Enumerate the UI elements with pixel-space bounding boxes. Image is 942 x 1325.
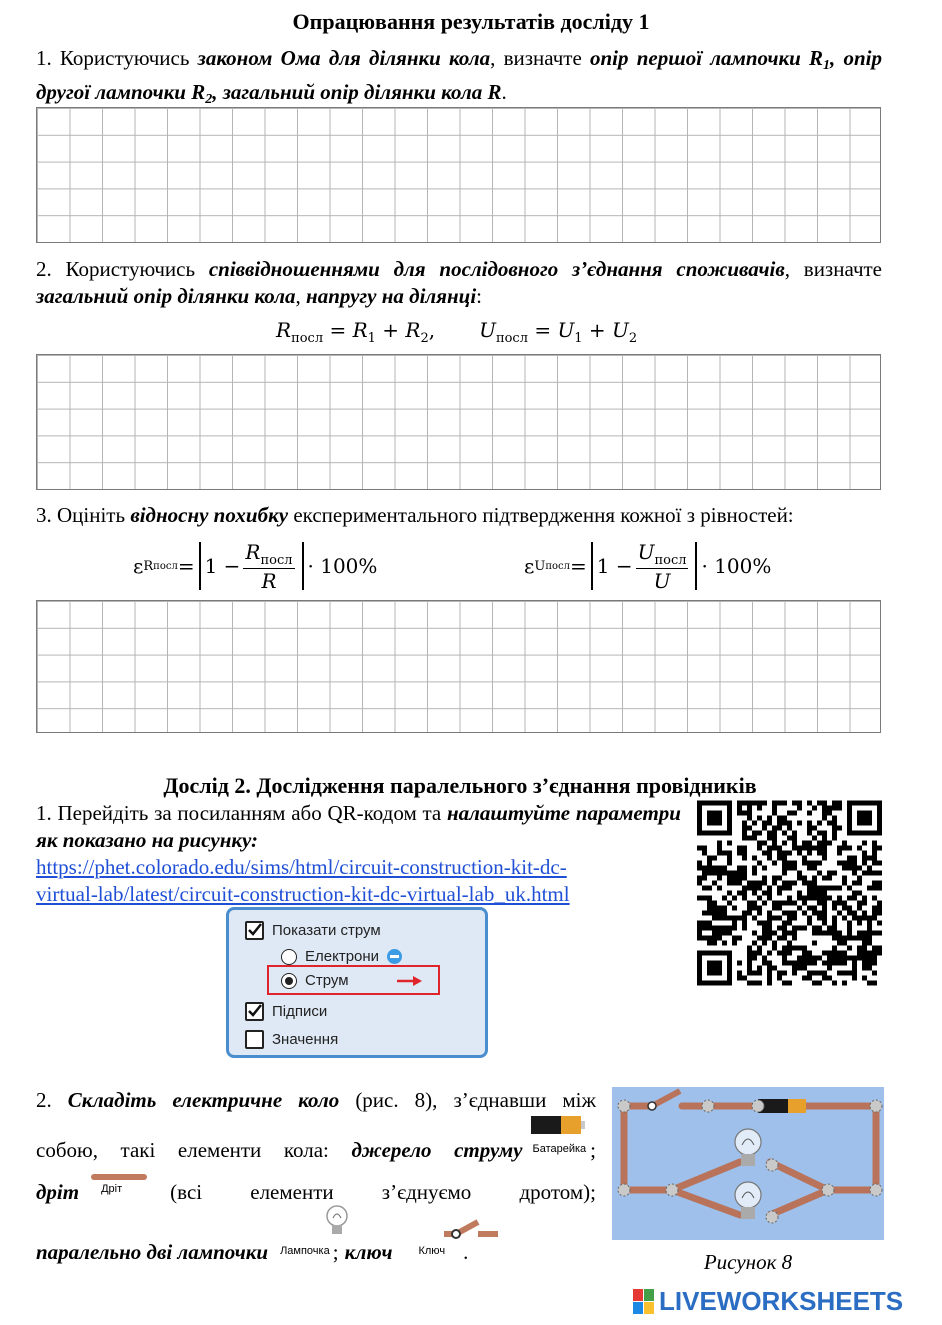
formula-r-sub: посл (291, 331, 324, 346)
section-title-experiment2: Дослід 2. Дослідження паралельного з’єднання провідників (163, 773, 757, 798)
formula-error-r (133, 538, 377, 594)
q1-bold-r: , загальний опір ділянки кола R (212, 80, 502, 104)
formula-series (276, 318, 637, 346)
wire-caption: Дріт (101, 1183, 123, 1195)
eps-r-subsub: посл (153, 560, 178, 572)
phet-link-line1[interactable]: https://phet.colorado.edu/sims/html/circuit-construction-kit-dc- (36, 855, 567, 879)
step2-bold-wire: дріт (36, 1180, 80, 1204)
step1-bold: налаштуйте параметри як показано на рисунку: (36, 801, 681, 852)
formula-comma: , (428, 318, 436, 342)
step2-semi: ; (590, 1138, 596, 1162)
q2-end: : (476, 284, 483, 308)
key-caption: Ключ (418, 1245, 446, 1257)
frac-r-num: R (245, 539, 261, 564)
formula-sub1: 1 (367, 331, 376, 346)
frac-r-num-sub: посл (260, 552, 293, 568)
question-2 (36, 256, 882, 310)
q1-end: . (501, 80, 507, 104)
q1-text: 1. Користуючись (36, 46, 198, 70)
formula-sub4: 2 (628, 331, 638, 346)
frac-u-num-sub: посл (654, 552, 687, 568)
step2-bold-key: ключ (344, 1240, 393, 1264)
labels-row[interactable] (245, 1002, 327, 1021)
electrons-radio[interactable] (281, 949, 297, 965)
eps-r: ε (133, 554, 144, 578)
formula-u-sub: посл (495, 331, 528, 346)
eps-r-times: · 100% (307, 554, 378, 578)
abs-bar-right (302, 542, 304, 590)
phet-link[interactable] (36, 854, 686, 908)
formula-sub2: 2 (420, 331, 429, 346)
question-1 (36, 45, 882, 113)
eps-u-times: · 100% (701, 554, 772, 578)
qr-code (697, 800, 882, 986)
abs-bar-left (199, 542, 201, 590)
current-radio[interactable] (281, 973, 297, 989)
electrons-row[interactable] (281, 948, 402, 965)
step2-line2 (36, 1138, 596, 1163)
formula-u: U (479, 318, 496, 342)
liveworksheets-logo (633, 1286, 903, 1317)
formula-r: R (276, 318, 292, 342)
q1-sub-1: 1 (823, 58, 831, 73)
settings-panel (226, 907, 488, 1058)
step2-bold-lamps: паралельно дві лампочки (36, 1240, 269, 1264)
electrons-label: Електрони (305, 948, 380, 965)
current-label: Струм (305, 972, 349, 989)
q1-sub-2: 2 (205, 92, 213, 107)
labels-label: Підписи (272, 1003, 328, 1020)
step2-semi-2: ; (332, 1240, 339, 1264)
step2-dot: . (463, 1240, 469, 1264)
q2-text-3: , (295, 284, 307, 308)
frac-r-den: R (261, 568, 277, 593)
step2-num: 2. (36, 1088, 68, 1112)
fraction-r (243, 540, 294, 593)
formula-plus1: + R (375, 318, 421, 342)
step2-text-3: собою, такі елементи кола: (36, 1138, 352, 1162)
answer-grid-1[interactable] (36, 107, 881, 243)
step2-line4 (36, 1240, 468, 1265)
q3-text-2: експериментального підтвердження кожної з рівностей: (288, 503, 794, 527)
labels-checkbox[interactable] (245, 1002, 264, 1021)
abs-bar-left-u (591, 542, 593, 590)
eps-u: ε (524, 554, 535, 578)
frac-u-den: U (653, 568, 671, 593)
abs-bar-right-u (695, 542, 697, 590)
battery-caption: Батарейка (532, 1143, 587, 1155)
q2-text: 2. Користуючись (36, 257, 209, 281)
step-1 (36, 800, 681, 854)
step2-text-4: (всі елементи з’єднуємо дротом); (170, 1180, 596, 1204)
liveworksheets-mark-icon (633, 1289, 655, 1315)
q3-bold-error: відносну похибку (130, 503, 289, 527)
q1-bold-r2: , опір другої лампочки R (36, 46, 882, 104)
wire-icon (90, 1172, 148, 1182)
values-label: Значення (272, 1031, 339, 1048)
frac-u-num: U (637, 539, 655, 564)
figure-caption: Рисунок 8 (703, 1250, 793, 1274)
q2-text-2: , визначте (784, 257, 883, 281)
eps-u-sub: U (534, 558, 546, 574)
fraction-u (636, 540, 689, 593)
show-current-label: Показати струм (272, 922, 381, 939)
step1-text: 1. Перейдіть за посиланням або QR-кодом та (36, 801, 447, 825)
q1-bold-r1: опір першої лампочки R (590, 46, 824, 70)
circuit-figure (612, 1087, 884, 1240)
step2-bold-build: Складіть електричне коло (67, 1088, 340, 1112)
formula-eq1: = R (323, 318, 368, 342)
q2-bold-relations: співвідношеннями для послідовного з’єднання споживачів (208, 257, 785, 281)
section-title-results: Опрацювання результатів досліду 1 (292, 9, 650, 34)
eps-u-subsub: посл (545, 560, 570, 572)
step2-line1 (36, 1088, 596, 1113)
eps-r-eq: = (177, 554, 195, 578)
question-3 (36, 502, 882, 529)
values-row[interactable] (245, 1030, 338, 1049)
formula-error-u (524, 538, 771, 594)
q1-text-2: , визначте (490, 46, 590, 70)
step2-text-2: (рис. 8), з’єднавши між (339, 1088, 596, 1112)
eps-u-eq: = (569, 554, 587, 578)
formula-eq2: = U (527, 318, 575, 342)
switch-icon (442, 1216, 500, 1240)
show-current-row[interactable] (245, 921, 381, 940)
current-row[interactable] (281, 972, 425, 989)
step2-line3 (36, 1180, 596, 1205)
liveworksheets-text: LIVEWORKSHEETS (659, 1286, 904, 1316)
eps-u-one: 1 − (596, 554, 633, 578)
formula-plus2: + U (582, 318, 629, 342)
lamp-caption: Лампочка (280, 1245, 330, 1257)
phet-link-line2[interactable]: virtual-lab/latest/circuit-construction-kit-dc-virtual-lab_uk.html (36, 882, 570, 906)
electron-icon (387, 949, 402, 964)
q1-bold-ohm: законом Ома для ділянки кола (197, 46, 491, 70)
eps-r-sub: R (143, 558, 154, 574)
q3-text: 3. Оцініть (36, 503, 131, 527)
eps-r-one: 1 − (204, 554, 241, 578)
answer-grid-3[interactable] (36, 600, 881, 733)
step2-bold-source: джерело струму (351, 1138, 523, 1162)
current-arrow-icon (395, 974, 425, 988)
q2-bold-resistance: загальний опір ділянки кола (36, 284, 296, 308)
answer-grid-2[interactable] (36, 354, 881, 490)
show-current-checkbox[interactable] (245, 921, 264, 940)
battery-icon (531, 1114, 585, 1136)
lamp-icon (324, 1204, 350, 1238)
q2-bold-voltage: напругу на ділянці (306, 284, 477, 308)
values-checkbox[interactable] (245, 1030, 264, 1049)
formula-sub3: 1 (574, 331, 583, 346)
